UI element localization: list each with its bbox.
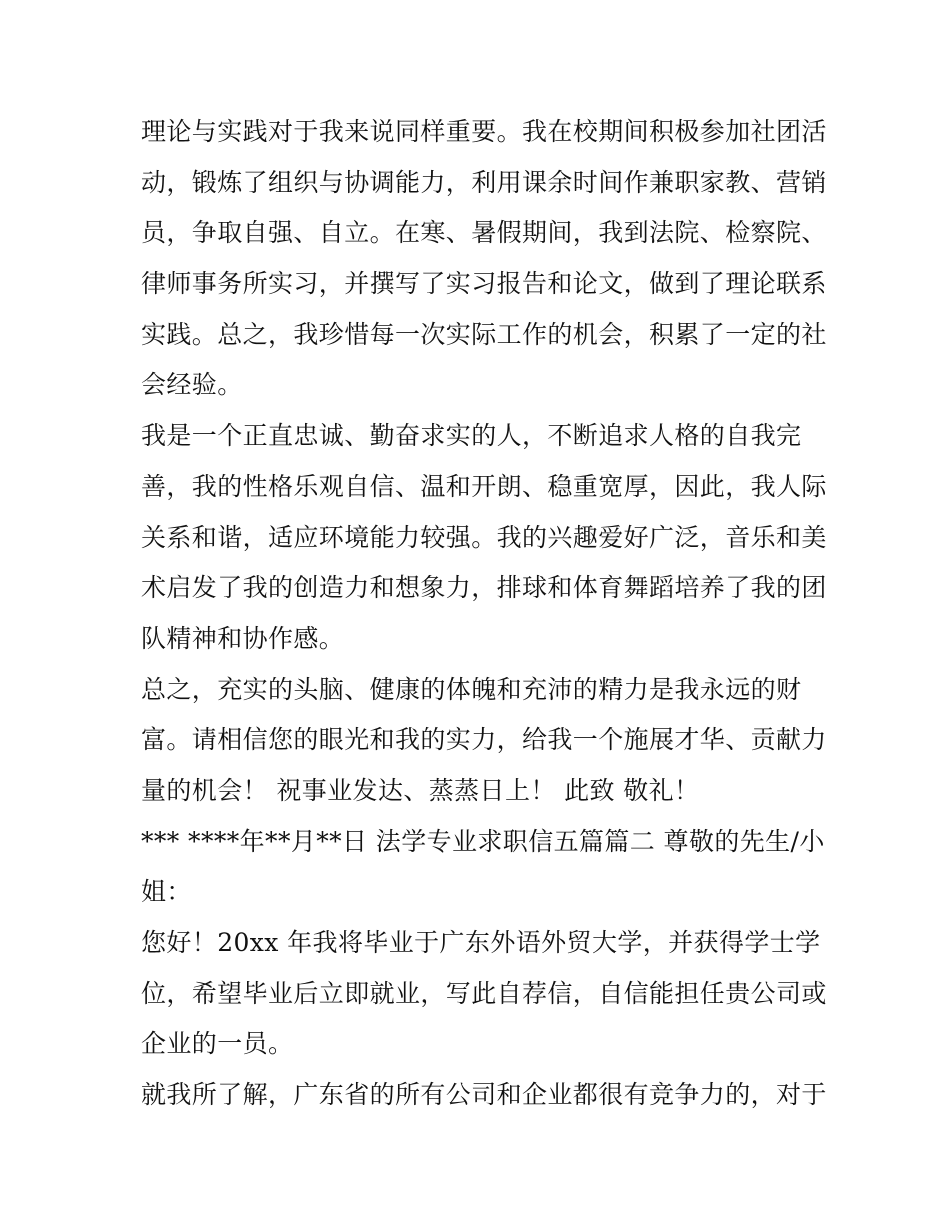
text-line: 实践。总之，我珍惜每一次实际工作的机会，积累了一定的社 bbox=[141, 319, 827, 349]
text-line: 善，我的性格乐观自信、温和开朗、稳重宽厚，因此，我人际 bbox=[141, 471, 827, 501]
text-line: 队精神和协作感。 bbox=[141, 623, 345, 653]
body-text bbox=[141, 107, 827, 1121]
text-line: *** ****年**月**日 法学专业求职信五篇篇二 尊敬的先生/小 bbox=[141, 826, 825, 856]
text-line: 富。请相信您的眼光和我的实力，给我一个施展才华、贡献力 bbox=[141, 725, 827, 755]
text-line: 姐： bbox=[141, 877, 192, 907]
text-line: 会经验。 bbox=[141, 370, 243, 400]
text-line: 动，锻炼了组织与协调能力，利用课余时间作兼职家教、营销 bbox=[141, 167, 827, 197]
text-line: 企业的一员。 bbox=[141, 1029, 294, 1059]
text-line: 您好！20xx 年我将毕业于广东外语外贸大学，并获得学士学 bbox=[141, 928, 821, 957]
text-line: 量的机会！ 祝事业发达、蒸蒸日上！ 此致 敬礼！ bbox=[141, 775, 700, 805]
text-line: 位，希望毕业后立即就业，写此自荐信，自信能担任贵公司或 bbox=[141, 978, 827, 1008]
text-line: 就我所了解，广东省的所有公司和企业都很有竞争力的，对于 bbox=[141, 1080, 827, 1110]
text-line: 关系和谐，适应环境能力较强。我的兴趣爱好广泛，音乐和美 bbox=[141, 522, 827, 552]
text-line: 总之，充实的头脑、健康的体魄和充沛的精力是我永远的财 bbox=[141, 674, 802, 704]
text-line: 理论与实践对于我来说同样重要。我在校期间积极参加社团活 bbox=[141, 117, 827, 146]
text-line: 员，争取自强、自立。在寒、暑假期间，我到法院、检察院、 bbox=[141, 218, 827, 248]
text-line: 律师事务所实习，并撰写了实习报告和论文，做到了理论联系 bbox=[141, 269, 827, 299]
text-line: 我是一个正直忠诚、勤奋求实的人，不断追求人格的自我完 bbox=[141, 421, 802, 451]
text-line: 术启发了我的创造力和想象力，排球和体育舞蹈培养了我的团 bbox=[141, 573, 827, 603]
